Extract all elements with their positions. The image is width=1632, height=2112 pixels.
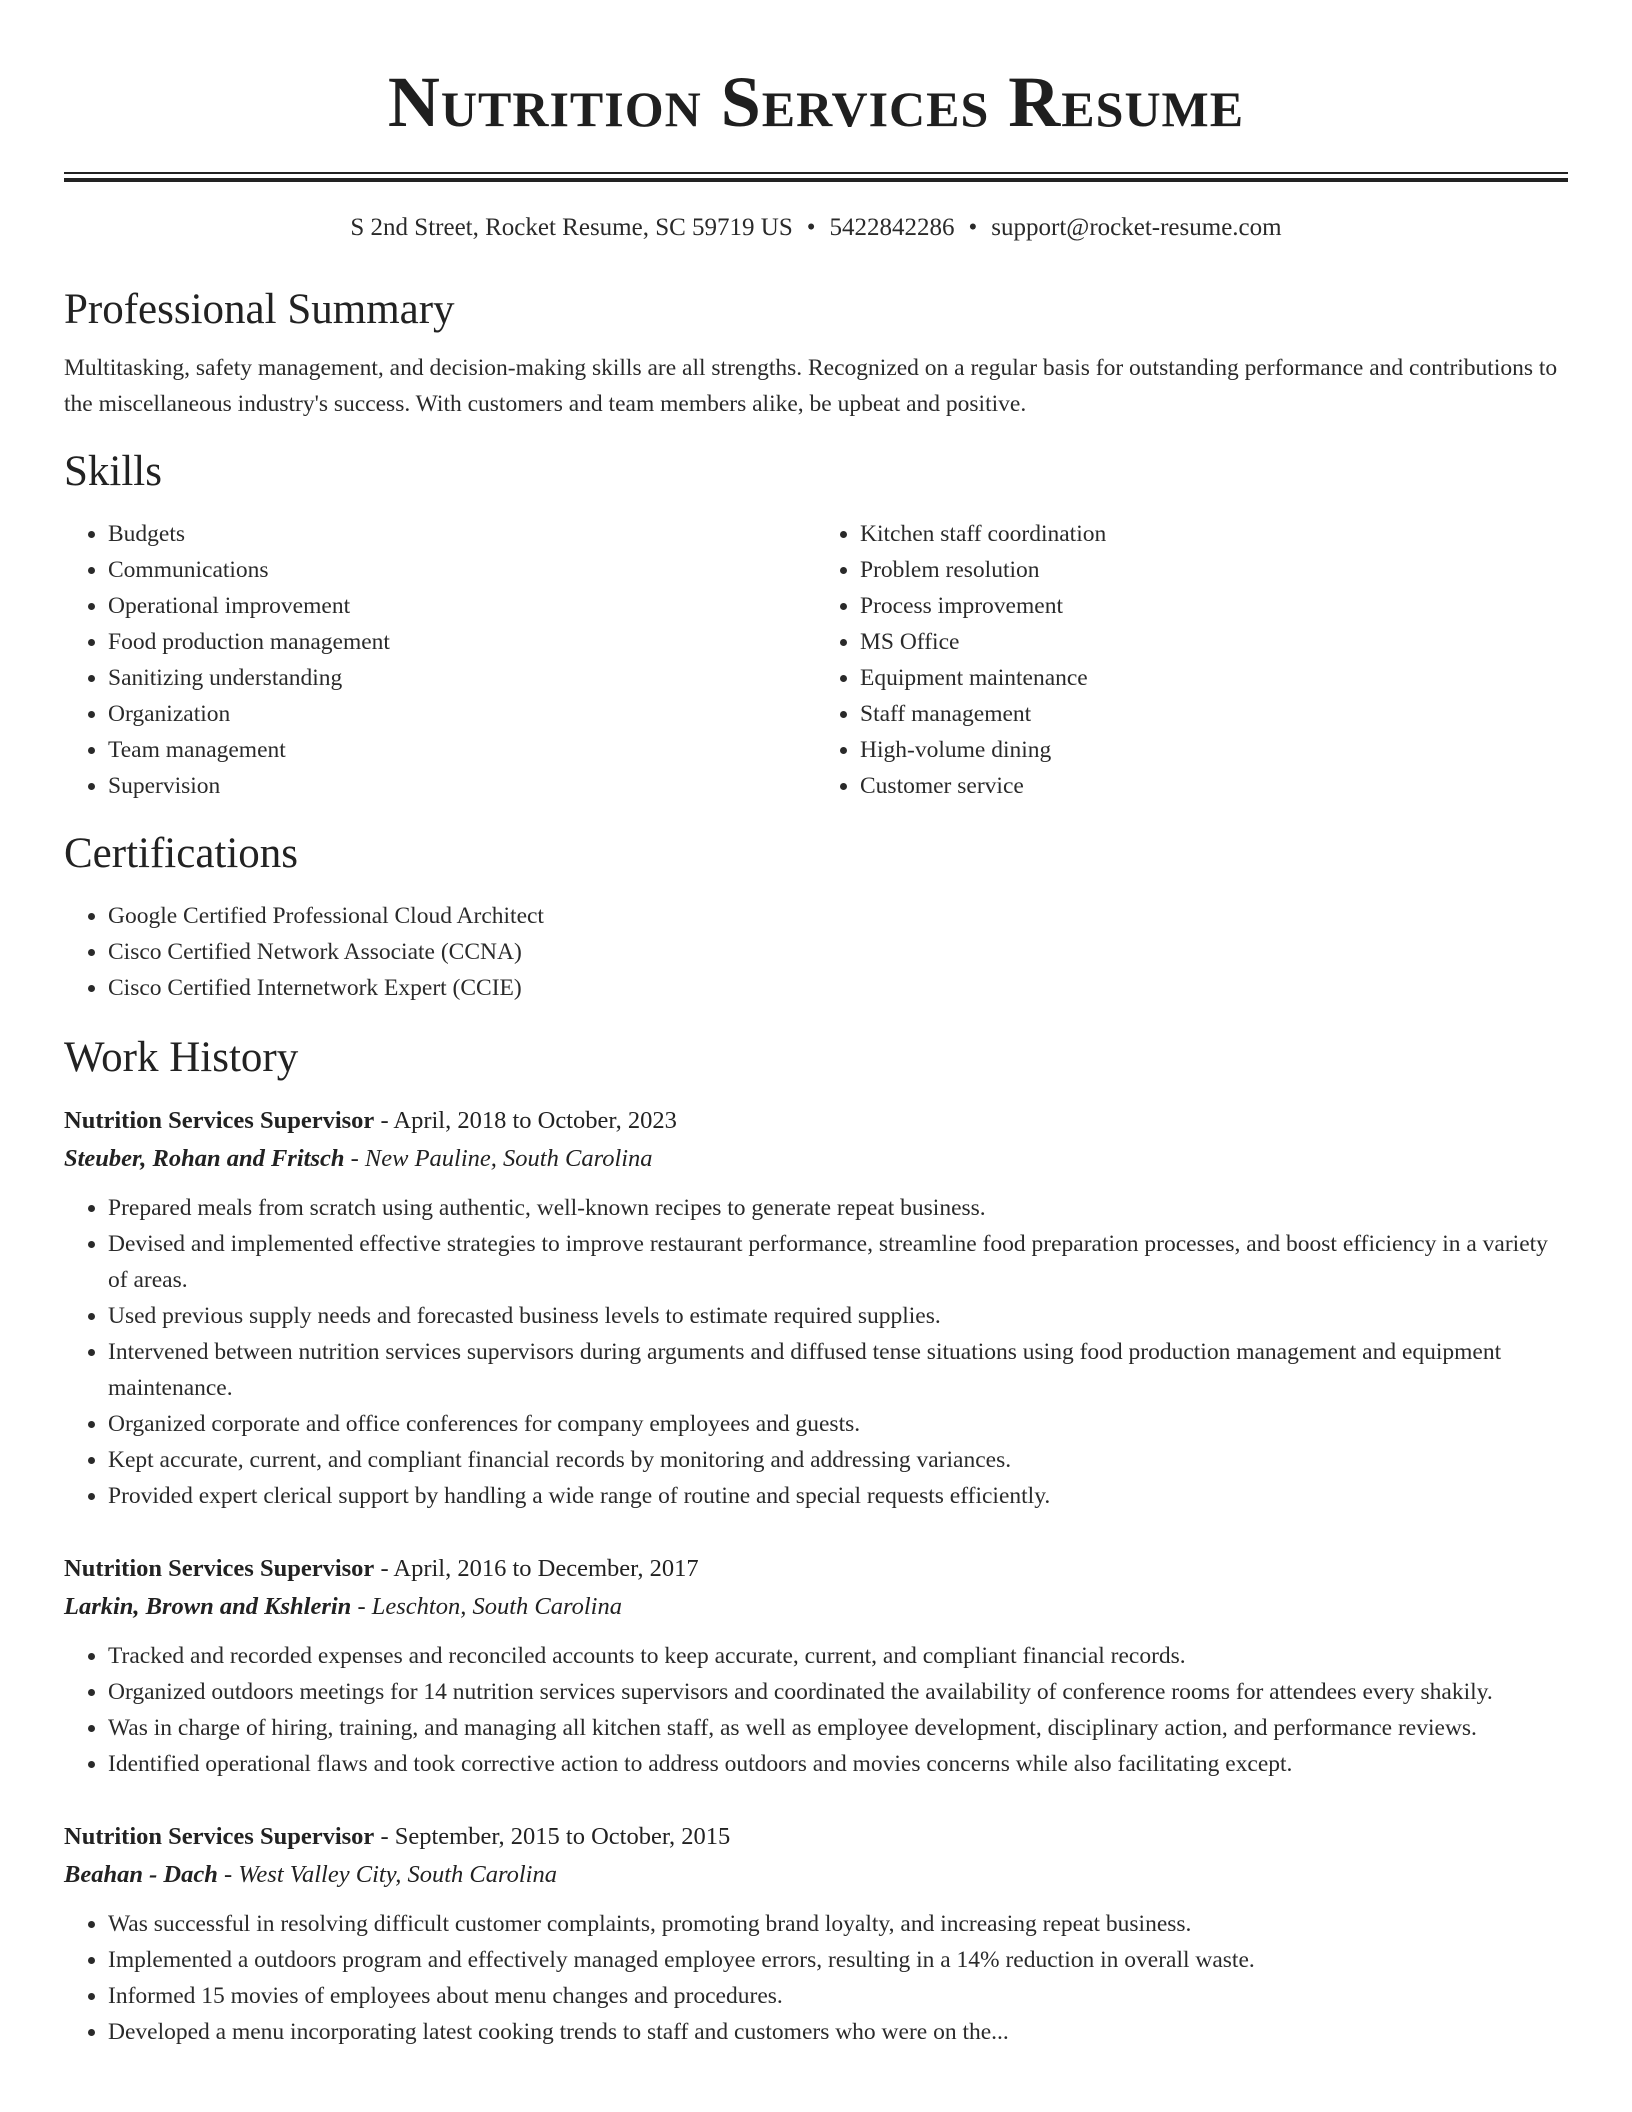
skills-grid: [64, 516, 1568, 804]
job-bullets: [64, 1190, 1568, 1514]
job-dash: -: [374, 1107, 394, 1134]
skill-item: • Food production management: [108, 624, 816, 660]
job-title-line: [64, 1550, 1568, 1588]
job-dash: -: [351, 1593, 372, 1620]
job-title: Nutrition Services Supervisor: [64, 1823, 375, 1850]
contact-separator: •: [968, 214, 978, 241]
job-location: New Pauline, South Carolina: [364, 1145, 653, 1172]
skill-item: • Organization: [108, 696, 816, 732]
contact-phone: 5422842286: [829, 214, 955, 241]
job-bullet: • Prepared meals from scratch using authentic, well-known recipes to generate repeat business.: [108, 1190, 1568, 1226]
skill-item: • Customer service: [860, 768, 1568, 804]
skills-left-column: [64, 516, 816, 804]
job-dates: April, 2016 to December, 2017: [393, 1555, 699, 1582]
certifications-list: [64, 898, 1568, 1006]
page-title: Nutrition Services Resume: [387, 62, 1245, 142]
job-bullet: • Organized corporate and office conferences for company employees and guests.: [108, 1406, 1568, 1442]
job-company: Steuber, Rohan and Fritsch: [64, 1145, 345, 1172]
job-bullet: • Kept accurate, current, and compliant financial records by monitoring and addressing variances.: [108, 1442, 1568, 1478]
summary-heading: Professional Summary: [64, 286, 455, 333]
certification-item: • Cisco Certified Network Associate (CCNA): [108, 934, 1568, 970]
job-dates: September, 2015 to October, 2015: [394, 1823, 731, 1850]
skill-item: • Budgets: [108, 516, 816, 552]
job-location: West Valley City, South Carolina: [238, 1861, 557, 1888]
job-bullet: • Was successful in resolving difficult customer complaints, promoting brand loyalty, and increasing repeat business.: [108, 1906, 1568, 1942]
certification-item: • Google Certified Professional Cloud Architect: [108, 898, 1568, 934]
certification-item: • Cisco Certified Internetwork Expert (CCIE): [108, 970, 1568, 1006]
job-bullet: • Intervened between nutrition services supervisors during arguments and diffused tense situations using food production management and equipment maintenance.: [108, 1334, 1568, 1406]
skill-item: • Kitchen staff coordination: [860, 516, 1568, 552]
skill-item: • Problem resolution: [860, 552, 1568, 588]
job-company-line: [64, 1856, 1568, 1894]
job-bullet: • Provided expert clerical support by handling a wide range of routine and special requests efficiently.: [108, 1478, 1568, 1514]
skill-item: • Sanitizing understanding: [108, 660, 816, 696]
job-bullet: • Implemented a outdoors program and effectively managed employee errors, resulting in a 14% reduction in overall waste.: [108, 1942, 1568, 1978]
skill-item: • MS Office: [860, 624, 1568, 660]
job-bullet: • Organized outdoors meetings for 14 nutrition services supervisors and coordinated the availability of conference rooms for attendees every shakily.: [108, 1674, 1568, 1710]
work-history-heading: Work History: [64, 1034, 299, 1081]
job-bullets: [64, 1906, 1568, 2050]
job-title: Nutrition Services Supervisor: [64, 1555, 375, 1582]
job-dash: -: [374, 1555, 394, 1582]
skill-item: • Communications: [108, 552, 816, 588]
job-bullet: • Devised and implemented effective strategies to improve restaurant performance, streamline food preparation processes, and boost efficiency in a variety of areas.: [108, 1226, 1568, 1298]
job-dash: -: [217, 1861, 239, 1888]
contact-address: S 2nd Street, Rocket Resume, SC 59719 US: [350, 214, 793, 241]
summary-text: Multitasking, safety management, and decision-making skills are all strengths. Recognized on a regular basis for outstanding performance and contributions to the miscellaneous industry's success. With customers and team members alike, be upbeat and positive.: [64, 355, 1558, 417]
job-dates: April, 2018 to October, 2023: [393, 1107, 677, 1134]
skill-item: • Staff management: [860, 696, 1568, 732]
skill-item: • Supervision: [108, 768, 816, 804]
job-bullet: • Developed a menu incorporating latest cooking trends to staff and customers who were on the...: [108, 2014, 1568, 2050]
skill-item: • Operational improvement: [108, 588, 816, 624]
job-company: Larkin, Brown and Kshlerin: [64, 1593, 352, 1620]
job-dash: -: [344, 1145, 365, 1172]
title-divider: [64, 172, 1568, 182]
job-entry: [64, 1102, 1568, 1514]
job-company-line: [64, 1140, 1568, 1178]
job-company-line: [64, 1588, 1568, 1626]
contact-email: support@rocket-resume.com: [991, 214, 1282, 241]
certifications-heading: Certifications: [64, 830, 299, 877]
skill-item: • High-volume dining: [860, 732, 1568, 768]
skills-right-column: [816, 516, 1568, 804]
skill-item: • Team management: [108, 732, 816, 768]
job-dash: -: [374, 1823, 395, 1850]
job-entry: [64, 1550, 1568, 1782]
job-bullet: • Tracked and recorded expenses and reconciled accounts to keep accurate, current, and compliant financial records.: [108, 1638, 1568, 1674]
contact-separator: •: [806, 214, 816, 241]
job-bullet: • Informed 15 movies of employees about menu changes and procedures.: [108, 1978, 1568, 2014]
job-bullet: • Was in charge of hiring, training, and managing all kitchen staff, as well as employee development, disciplinary action, and performance reviews.: [108, 1710, 1568, 1746]
job-company: Beahan - Dach: [64, 1861, 218, 1888]
skill-item: • Process improvement: [860, 588, 1568, 624]
contact-line: [64, 212, 1568, 244]
job-title: Nutrition Services Supervisor: [64, 1107, 375, 1134]
job-bullets: [64, 1638, 1568, 1782]
job-bullet: • Used previous supply needs and forecasted business levels to estimate required supplies.: [108, 1298, 1568, 1334]
job-title-line: [64, 1102, 1568, 1140]
job-title-line: [64, 1818, 1568, 1856]
skill-item: • Equipment maintenance: [860, 660, 1568, 696]
job-location: Leschton, South Carolina: [371, 1593, 622, 1620]
skills-heading: Skills: [64, 448, 162, 495]
job-bullet: • Identified operational flaws and took corrective action to address outdoors and movies concerns while also facilitating except.: [108, 1746, 1568, 1782]
resume-page: [64, 0, 1568, 2050]
job-entry: [64, 1818, 1568, 2050]
